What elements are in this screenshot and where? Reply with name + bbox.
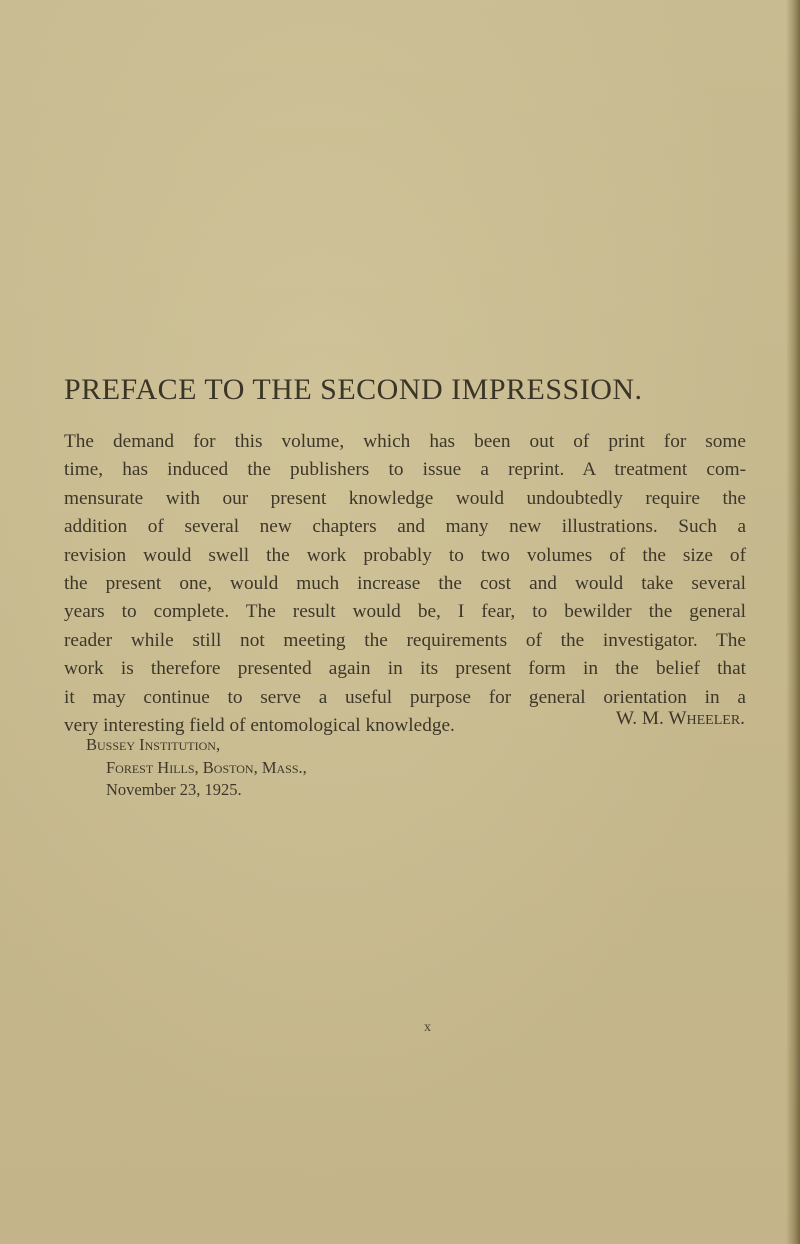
paragraph-line: very interesting field of entomological knowledge. [64, 715, 455, 737]
page-title: PREFACE TO THE SECOND IMPRESSION. [64, 373, 643, 406]
paragraph-line: the present one, would much increase the cost and would take several [64, 573, 746, 595]
paragraph-line: years to complete. The result would be, I fear, to bewilder the general [64, 601, 746, 623]
page-number: x [424, 1020, 431, 1035]
paragraph-line: mensurate with our present knowledge would undoubtedly require the [64, 487, 746, 509]
address-location: Forest Hills, Boston, Mass., [106, 757, 307, 777]
author-signature: W. M. Wheeler. [615, 708, 745, 729]
paragraph-line: revision would swell the work probably to two volumes of the size of [64, 544, 746, 566]
address-block [86, 734, 307, 802]
paragraph-line: reader while still not meeting the requirements of the investigator. The [64, 629, 746, 651]
paragraph-line: it may continue to serve a useful purpose for general orientation in a [64, 686, 746, 708]
address-institution: Bussey Institution, [86, 735, 221, 754]
paragraph-line: work is therefore presented again in its present form in the belief that [64, 658, 746, 680]
paragraph-line: addition of several new chapters and many new illustrations. Such a [64, 516, 746, 538]
paragraph-line: The demand for this volume, which has been out of print for some [64, 431, 746, 452]
paragraph-line: time, has induced the publishers to issue a reprint. A treatment com- [64, 459, 746, 481]
preface-paragraph [64, 428, 746, 740]
address-date: November 23, 1925. [106, 780, 242, 799]
page-edge-shadow [786, 0, 800, 1244]
